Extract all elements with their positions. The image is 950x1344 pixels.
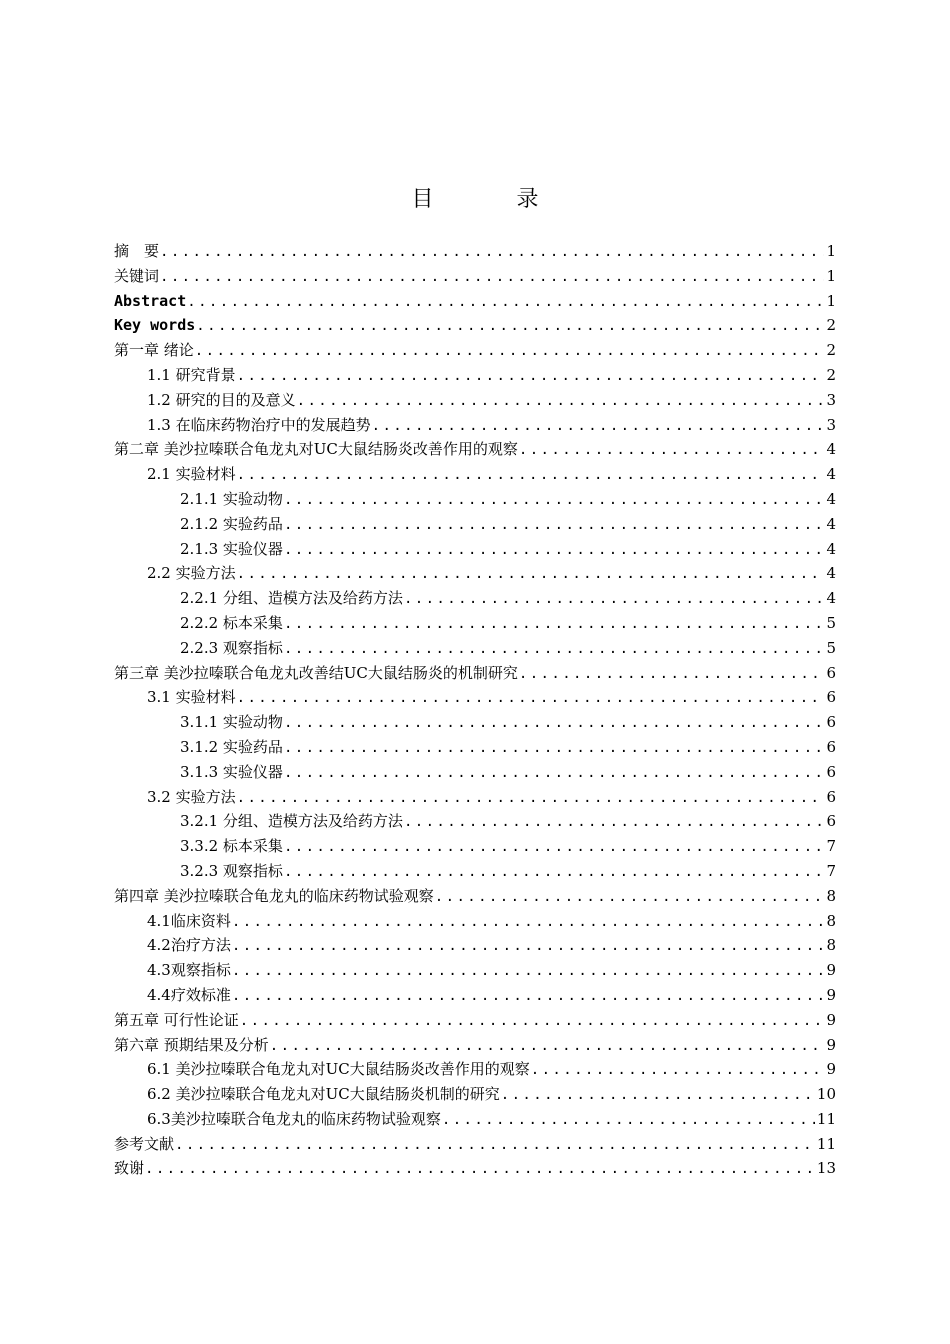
toc-entry-page: 4 [826, 440, 836, 459]
toc-entry[interactable] [114, 239, 836, 264]
toc-dot-leader [195, 339, 825, 364]
toc-entry[interactable] [114, 933, 836, 958]
toc-entry-page: 4 [826, 514, 836, 533]
toc-entry-label: 6.1 美沙拉嗪联合龟龙丸对UC大鼠结肠炎改善作用的观察 [147, 1060, 530, 1079]
toc-entry[interactable] [114, 884, 836, 909]
toc-entry-page: 9 [826, 1010, 836, 1029]
toc-entry-page: 7 [826, 837, 836, 856]
toc-entry-label: 第二章 美沙拉嗪联合龟龙丸对UC大鼠结肠炎改善作用的观察 [114, 440, 518, 459]
toc-dot-leader [284, 612, 825, 637]
toc-dot-leader [187, 290, 824, 315]
toc-entry-page: 11 [816, 1134, 836, 1153]
toc-entry[interactable] [114, 710, 836, 735]
toc-entry-page: 7 [826, 861, 836, 880]
toc-entry-page: 10 [816, 1085, 836, 1104]
toc-entry-page: 6 [826, 713, 836, 732]
toc-entry-label: 2.2.3 观察指标 [180, 638, 283, 657]
toc-dot-leader [196, 314, 824, 339]
toc-entry[interactable] [114, 264, 836, 289]
toc-entry-page: 9 [826, 961, 836, 980]
toc-entry[interactable] [114, 289, 836, 314]
toc-entry[interactable] [114, 561, 836, 586]
toc-entry-label: 4.3观察指标 [147, 961, 231, 980]
toc-entry[interactable] [114, 1033, 836, 1058]
toc-entry-page: 4 [826, 589, 836, 608]
toc-dot-leader [237, 364, 825, 389]
toc-entry-page: 1 [826, 242, 836, 260]
toc-dot-leader [237, 686, 825, 711]
toc-entry-page: 4 [826, 489, 836, 508]
toc-entry-page: 1 [826, 291, 836, 310]
toc-entry-label: 3.3.2 标本采集 [180, 837, 283, 856]
toc-dot-leader [237, 786, 825, 811]
toc-dot-leader [284, 835, 825, 860]
toc-dot-leader [175, 1133, 815, 1158]
toc-entry-label: 致谢 [114, 1159, 145, 1178]
toc-dot-leader [284, 736, 825, 761]
toc-entry[interactable] [114, 685, 836, 710]
toc-entry-label: 1.2 研究的目的及意义 [147, 390, 296, 409]
toc-entry-label: 3.2 实验方法 [147, 787, 236, 806]
toc-entry-label: 第一章 绪论 [114, 341, 194, 360]
toc-entry[interactable] [114, 313, 836, 338]
toc-entry[interactable] [114, 586, 836, 611]
toc-entry[interactable] [114, 611, 836, 636]
toc-entry-page: 5 [826, 638, 836, 657]
toc-entry-label: 第六章 预期结果及分析 [114, 1035, 269, 1054]
toc-entry[interactable] [114, 1107, 836, 1132]
toc-entry-page: 11 [816, 1109, 836, 1128]
toc-entry-page: 4 [826, 465, 836, 484]
toc-entry-label: 1.3 在临床药物治疗中的发展趋势 [147, 415, 371, 434]
toc-entry-label: 2.1.1 实验动物 [180, 489, 283, 508]
toc-dot-leader [284, 860, 825, 885]
toc-entry[interactable] [114, 909, 836, 934]
toc-dot-leader [435, 885, 825, 910]
toc-entry-page: 8 [826, 911, 836, 930]
toc-entry[interactable] [114, 661, 836, 686]
toc-entry[interactable] [114, 760, 836, 785]
toc-entry-label: 2.2.2 标本采集 [180, 613, 283, 632]
toc-entry[interactable] [114, 785, 836, 810]
toc-entry-page: 6 [826, 737, 836, 756]
toc-dot-leader [519, 438, 825, 463]
toc-dot-leader [160, 265, 824, 290]
toc-entry-page: 9 [826, 1060, 836, 1079]
toc-dot-leader [297, 389, 825, 414]
toc-entry[interactable] [114, 462, 836, 487]
toc-dot-leader [284, 488, 825, 513]
toc-entry-label: 关键词 [114, 266, 160, 285]
toc-entry[interactable] [114, 1156, 836, 1181]
toc-entry-page: 13 [816, 1159, 836, 1178]
toc-entry-label: 第三章 美沙拉嗪联合龟龙丸改善结UC大鼠结肠炎的机制研究 [114, 663, 518, 682]
toc-entry[interactable] [114, 809, 836, 834]
table-of-contents [114, 239, 836, 1181]
toc-entry-page: 5 [826, 613, 836, 632]
toc-dot-leader [284, 538, 825, 563]
toc-dot-leader [284, 711, 825, 736]
toc-dot-leader [531, 1058, 825, 1083]
toc-entry-label: 2.1 实验材料 [147, 465, 236, 484]
toc-entry-label: 3.2.1 分组、造模方法及给药方法 [180, 812, 403, 831]
toc-dot-leader [232, 984, 825, 1009]
toc-entry[interactable] [114, 735, 836, 760]
toc-entry[interactable] [114, 363, 836, 388]
toc-dot-leader [501, 1083, 815, 1108]
toc-entry-label: 第五章 可行性论证 [114, 1010, 239, 1029]
toc-entry-label: 2.2.1 分组、造模方法及给药方法 [180, 589, 403, 608]
toc-entry[interactable] [114, 512, 836, 537]
toc-entry[interactable] [114, 437, 836, 462]
toc-entry-label: 摘 要 [114, 242, 160, 260]
toc-entry[interactable] [114, 859, 836, 884]
toc-entry[interactable] [114, 537, 836, 562]
toc-entry-label: 4.1临床资料 [147, 911, 231, 930]
toc-entry[interactable] [114, 1008, 836, 1033]
toc-entry[interactable] [114, 834, 836, 859]
toc-entry[interactable] [114, 1057, 836, 1082]
toc-dot-leader [284, 513, 825, 538]
toc-entry-label: 3.2.3 观察指标 [180, 861, 283, 880]
toc-entry-page: 2 [826, 365, 836, 384]
toc-entry-page: 6 [826, 762, 836, 781]
toc-entry-label: 参考文献 [114, 1134, 175, 1153]
toc-entry-label: 6.2 美沙拉嗪联合龟龙丸对UC大鼠结肠炎机制的研究 [147, 1085, 500, 1104]
toc-dot-leader [232, 934, 825, 959]
toc-entry-page: 4 [826, 564, 836, 583]
toc-dot-leader [232, 959, 825, 984]
toc-entry[interactable] [114, 487, 836, 512]
toc-entry-page: 1 [826, 266, 836, 285]
toc-entry-page: 6 [826, 688, 836, 707]
toc-entry-page: 6 [826, 663, 836, 682]
toc-entry[interactable] [114, 1132, 836, 1157]
toc-dot-leader [442, 1108, 815, 1133]
toc-entry-label: Abstract [114, 291, 187, 310]
toc-dot-leader [372, 414, 825, 439]
toc-entry-label: 2.1.2 实验药品 [180, 514, 283, 533]
toc-dot-leader [237, 562, 825, 587]
toc-entry[interactable] [114, 413, 836, 438]
toc-entry-page: 6 [826, 787, 836, 806]
toc-entry-page: 4 [826, 539, 836, 558]
toc-entry-label: 第四章 美沙拉嗪联合龟龙丸的临床药物试验观察 [114, 886, 434, 905]
toc-entry[interactable] [114, 338, 836, 363]
toc-dot-leader [284, 761, 825, 786]
toc-entry-label: 2.2 实验方法 [147, 564, 236, 583]
toc-entry-page: 9 [826, 1035, 836, 1054]
toc-entry-label: Key words [114, 316, 196, 335]
toc-dot-leader [404, 810, 825, 835]
toc-dot-leader [284, 637, 825, 662]
toc-entry[interactable] [114, 1082, 836, 1107]
toc-dot-leader [240, 1009, 825, 1034]
toc-entry-page: 9 [826, 985, 836, 1004]
toc-entry-page: 8 [826, 886, 836, 905]
toc-entry-page: 3 [826, 415, 836, 434]
toc-entry-page: 2 [826, 316, 836, 335]
toc-entry[interactable] [114, 388, 836, 413]
toc-dot-leader [519, 662, 825, 687]
toc-entry-page: 3 [826, 390, 836, 409]
toc-entry-page: 2 [826, 341, 836, 360]
toc-dot-leader [237, 463, 825, 488]
toc-entry-label: 3.1.1 实验动物 [180, 713, 283, 732]
toc-entry-page: 6 [826, 812, 836, 831]
toc-dot-leader [160, 240, 824, 265]
toc-entry-label: 6.3美沙拉嗪联合龟龙丸的临床药物试验观察 [147, 1109, 441, 1128]
toc-dot-leader [232, 910, 825, 935]
toc-entry-label: 4.4疗效标准 [147, 985, 231, 1004]
page-title: 目 录 [411, 187, 577, 212]
toc-dot-leader [404, 587, 825, 612]
toc-dot-leader [145, 1157, 815, 1182]
toc-entry-label: 3.1.3 实验仪器 [180, 762, 283, 781]
toc-entry[interactable] [114, 636, 836, 661]
toc-entry[interactable] [114, 983, 836, 1008]
toc-dot-leader [270, 1034, 825, 1059]
toc-entry-label: 4.2治疗方法 [147, 936, 231, 955]
toc-entry-page: 8 [826, 936, 836, 955]
toc-entry[interactable] [114, 958, 836, 983]
toc-entry-label: 1.1 研究背景 [147, 365, 236, 384]
toc-entry-label: 3.1.2 实验药品 [180, 737, 283, 756]
toc-entry-label: 2.1.3 实验仪器 [180, 539, 283, 558]
toc-entry-label: 3.1 实验材料 [147, 688, 236, 707]
